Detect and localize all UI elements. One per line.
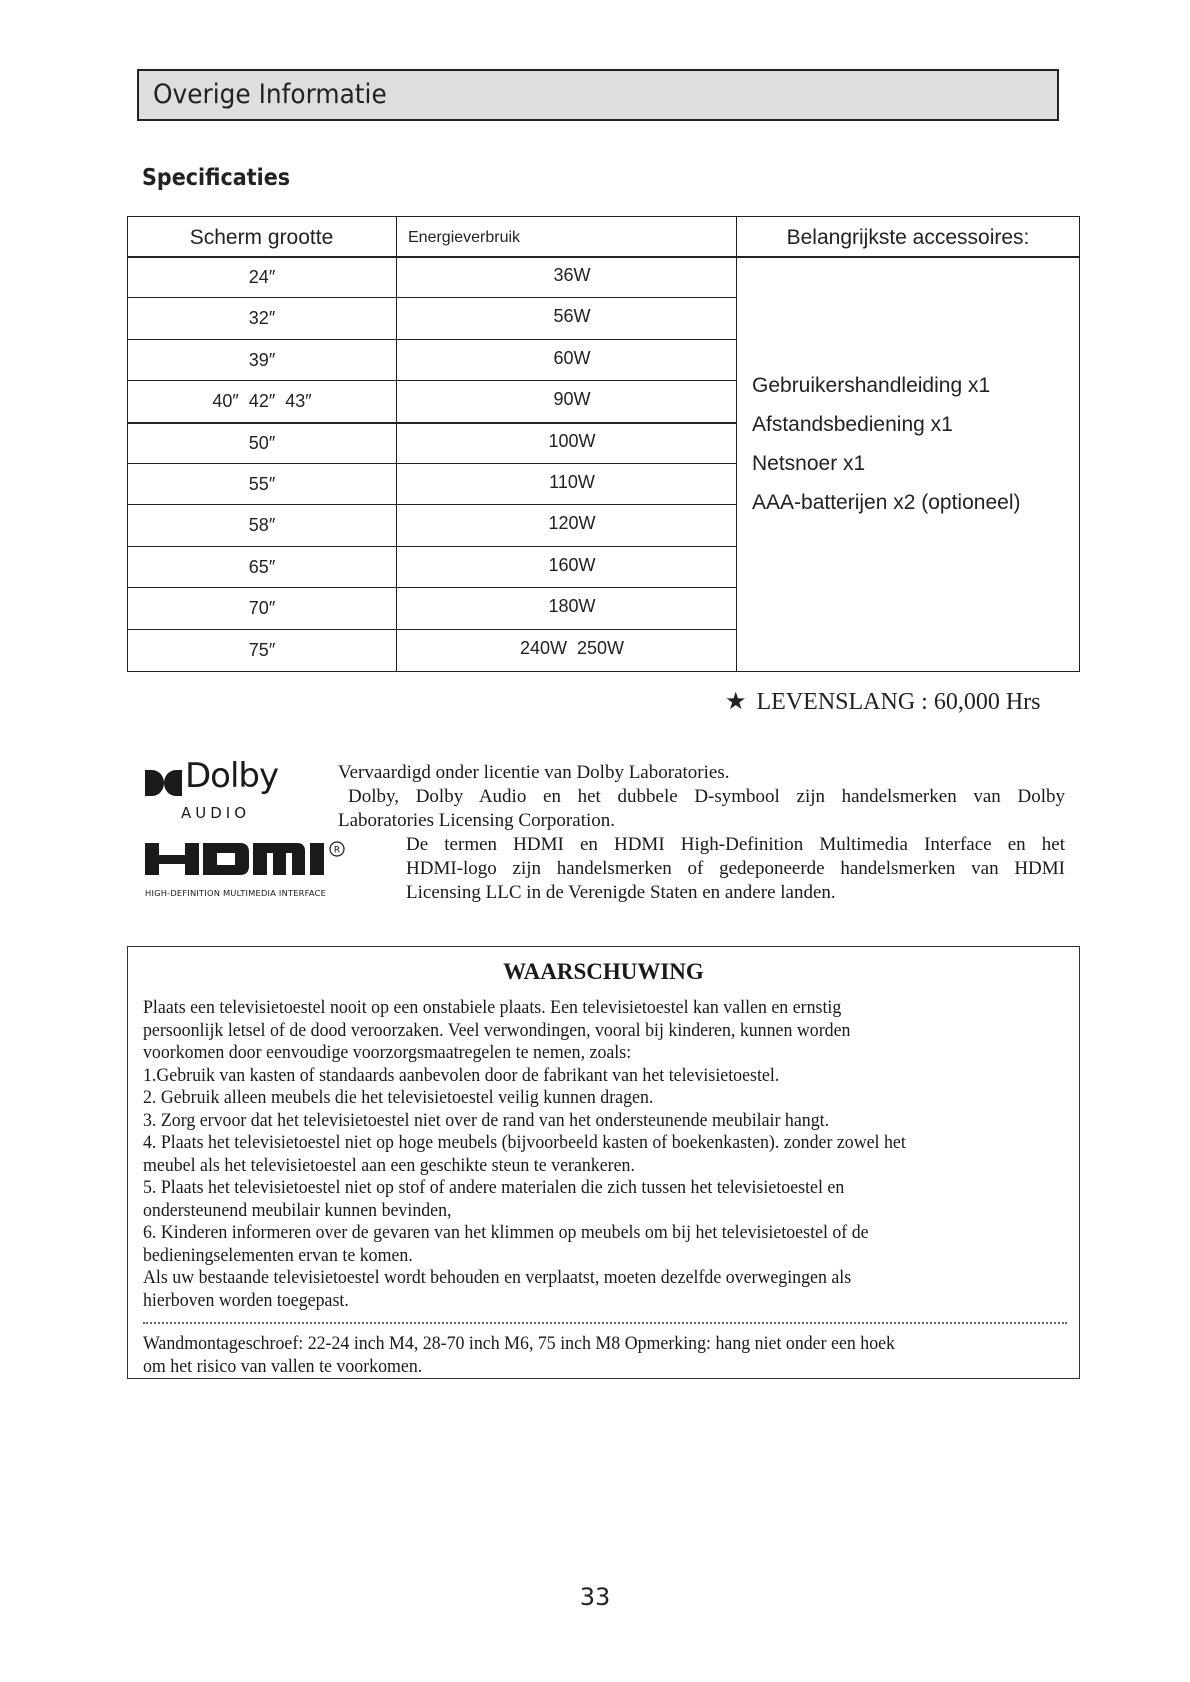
warning-line: bedieningselementen ervan te komen. xyxy=(143,1244,413,1266)
dolby-text-line: Dolby, Dolby Audio en het dubbele D-symbool zijn handelsmerken van Dolby xyxy=(348,786,1065,807)
hdmi-wordmark-icon xyxy=(145,840,370,884)
page-number: 33 xyxy=(579,1583,611,1611)
header-accessories: Belangrijkste accessoires: xyxy=(786,226,1030,249)
accessory-item: AAA-batterijen x2 (optioneel) xyxy=(752,491,1021,514)
accessory-item: Gebruikershandleiding x1 xyxy=(752,374,991,397)
lifetime-rating xyxy=(725,687,1041,716)
dolby-audio-logo xyxy=(145,756,290,824)
column-divider xyxy=(736,217,737,671)
table-cell-power: 36W xyxy=(553,265,591,285)
table-cell-size: 32″ xyxy=(248,308,276,329)
header-power: Energieverbruik xyxy=(408,229,521,246)
warning-line: hierboven worden toegepast. xyxy=(143,1289,349,1311)
warning-line: 1.Gebruik van kasten of standaards aanbevolen door de fabrikant van het televisietoestel. xyxy=(143,1064,780,1086)
lifetime-label: LEVENSLANG : 60,000 Hrs xyxy=(756,689,1041,715)
section-title: Overige Informatie xyxy=(153,79,387,110)
table-cell-power: 120W xyxy=(548,513,596,534)
dolby-text-line: Laboratories Licensing Corporation. xyxy=(338,810,616,831)
warning-line: 6. Kinderen informeren over de gevaren van het klimmen op meubels om bij het televisietoestel of de xyxy=(143,1222,869,1243)
accessory-item: Netsnoer x1 xyxy=(752,452,866,475)
spec-table xyxy=(127,216,1080,672)
dolby-license-text xyxy=(338,761,1065,833)
warning-line: Als uw bestaande televisietoestel wordt behouden en verplaatst, moeten dezelfde overwegingen als xyxy=(143,1267,852,1288)
dolby-double-d-icon xyxy=(145,770,183,796)
table-cell-size: 58″ xyxy=(248,515,276,536)
accessories-list xyxy=(752,372,1020,528)
hdmi-text-line: HDMI-logo zijn handelsmerken of gedeponeerde handelsmerken van HDMI xyxy=(406,858,1065,879)
hdmi-license-text xyxy=(406,833,1065,905)
table-cell-power: 160W xyxy=(548,554,596,575)
dotted-separator xyxy=(143,1322,1067,1324)
hdmi-text-line: De termen HDMI en HDMI High-Definition Multimedia Interface en het xyxy=(406,834,1065,855)
table-cell-power: 90W xyxy=(553,389,591,410)
dolby-text-line: Vervaardigd onder licentie van Dolby Laboratories. xyxy=(338,762,730,783)
warning-footer-line: om het risico van vallen te voorkomen. xyxy=(143,1355,423,1377)
table-cell-size: 55″ xyxy=(248,474,276,494)
table-cell-size: 70″ xyxy=(248,598,276,619)
table-cell-size: 50″ xyxy=(248,432,276,453)
hdmi-text-line: Licensing LLC in de Verenigde Staten en andere landen. xyxy=(406,882,836,903)
spec-heading: Specificaties xyxy=(142,165,291,191)
table-cell-size: 65″ xyxy=(248,556,276,577)
warning-footer-line: Wandmontageschroef: 22-24 inch M4, 28-70 inch M6, 75 inch M8 Opmerking: hang niet onder een hoek xyxy=(143,1333,895,1354)
header-screen-size: Scherm grootte xyxy=(189,226,334,249)
table-cell-power: 60W xyxy=(553,347,591,368)
table-cell-size: 39″ xyxy=(248,349,276,370)
warning-line: voorkomen door eenvoudige voorzorgsmaatregelen te nemen, zoals: xyxy=(143,1042,632,1063)
section-header xyxy=(137,69,1059,121)
warning-line: 4. Plaats het televisietoestel niet op hoge meubels (bijvoorbeeld kasten of boekenkasten). zonder zowel het xyxy=(143,1132,906,1153)
table-cell-size: 40″ 42″ 43″ xyxy=(212,391,312,412)
warning-title: WAARSCHUWING xyxy=(503,959,704,984)
warning-line: Plaats een televisietoestel nooit op een onstabiele plaats. Een televisietoestel kan vallen en ernstig xyxy=(143,997,842,1018)
table-cell-power: 110W xyxy=(549,472,595,492)
warning-line: 3. Zorg ervoor dat het televisietoestel niet over de rand van het ondersteunende meubilair hangt. xyxy=(143,1109,830,1131)
table-cell-power: 180W xyxy=(548,596,596,617)
warning-footer xyxy=(143,1333,1068,1378)
dolby-wordmark: Dolby xyxy=(185,756,279,796)
warning-box xyxy=(127,946,1080,1379)
table-cell-size: 75″ xyxy=(248,639,276,660)
warning-line: ondersteunend meubilair kunnen bevinden, xyxy=(143,1199,452,1221)
warning-line: meubel als het televisietoestel aan een geschikte steun te verankeren. xyxy=(143,1154,635,1176)
warning-line: persoonlijk letsel of de dood veroorzaken. Veel verwondingen, vooral bij kinderen, kunnen worden xyxy=(143,1019,851,1041)
accessory-item: Afstandsbediening x1 xyxy=(752,413,953,436)
table-cell-power: 240W 250W xyxy=(519,637,625,658)
warning-body xyxy=(143,997,1068,1312)
dolby-sub-label: AUDIO xyxy=(181,804,251,822)
table-cell-size: 24″ xyxy=(248,267,276,287)
table-cell-power: 100W xyxy=(548,430,596,451)
hdmi-sub-label: HIGH-DEFINITION MULTIMEDIA INTERFACE xyxy=(145,888,327,898)
warning-line: 2. Gebruik alleen meubels die het televisietoestel veilig kunnen dragen. xyxy=(143,1087,654,1108)
svg-text:R: R xyxy=(333,845,341,856)
table-cell-power: 56W xyxy=(553,306,591,327)
warning-line: 5. Plaats het televisietoestel niet op stof of andere materialen die zich tussen het televisietoestel en xyxy=(143,1177,845,1198)
star-icon: ★ xyxy=(725,689,747,715)
hdmi-logo xyxy=(145,840,370,900)
